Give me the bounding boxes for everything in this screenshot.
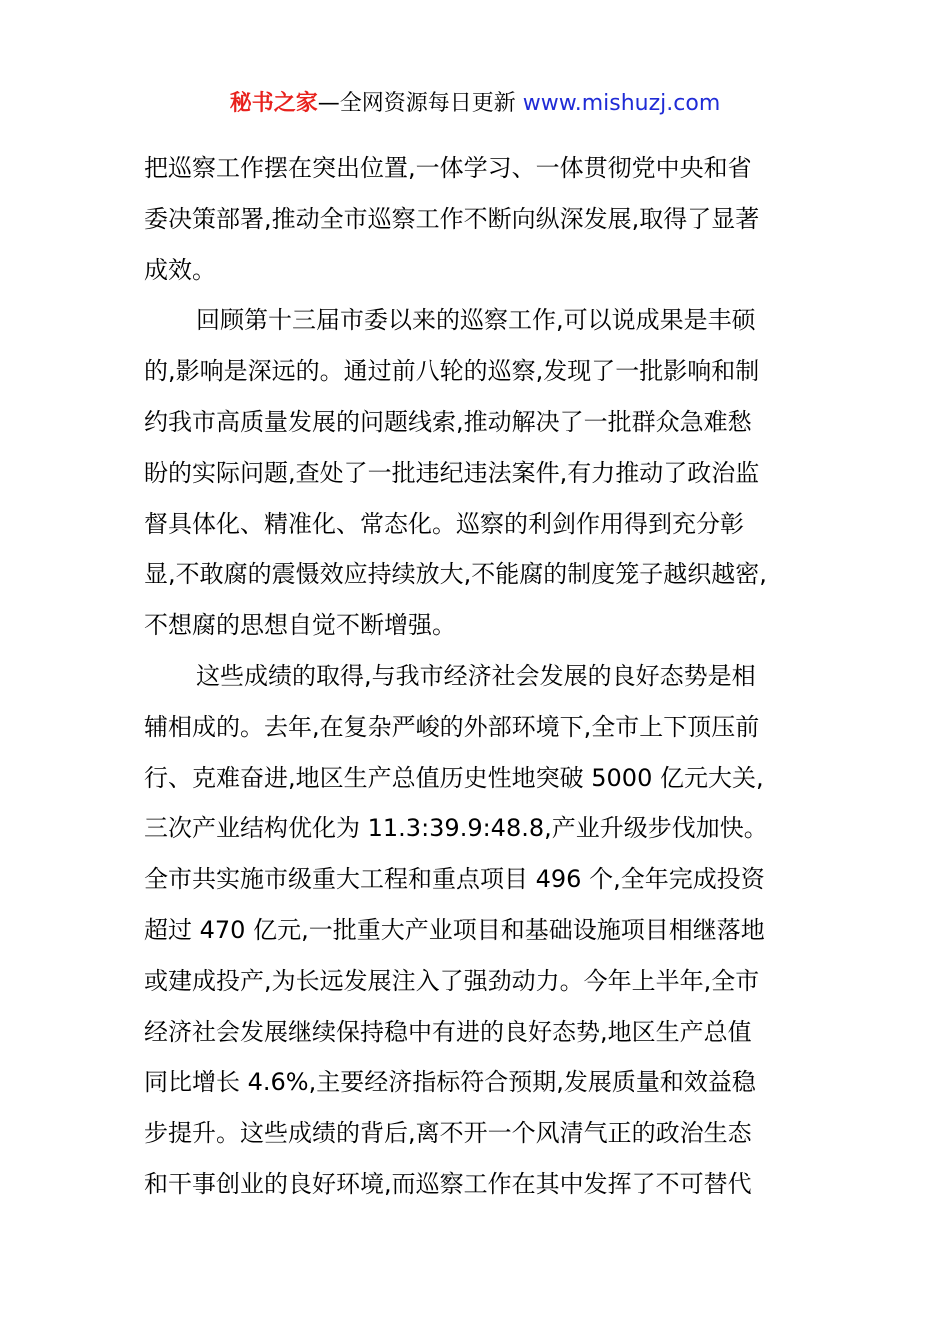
text-line: 委决策部署,推动全市巡察工作不断向纵深发展,取得了显著 <box>144 204 760 233</box>
text-line: 辅相成的。去年,在复杂严峻的外部环境下,全市上下顶压前 <box>144 712 760 741</box>
text-line: 的,影响是深远的。通过前八轮的巡察,发现了一批影响和制 <box>144 357 760 386</box>
document-body <box>144 143 824 1210</box>
text-line: 盼的实际问题,查处了一批违纪违法案件,有力推动了政治监 <box>144 458 760 487</box>
paragraph-start-line: 这些成绩的取得,与我市经济社会发展的良好态势是相 <box>196 661 756 690</box>
text-line: 或建成投产,为长远发展注入了强劲动力。今年上半年,全市 <box>144 966 760 995</box>
page-header <box>0 86 950 122</box>
text-line: 成效。 <box>144 255 216 284</box>
text-line: 把巡察工作摆在突出位置,一体学习、一体贯彻党中央和省 <box>144 154 752 182</box>
text-line: 全市共实施市级重大工程和重点项目 496 个,全年完成投资 <box>144 865 765 894</box>
website-link[interactable]: www.mishuzj.com <box>522 91 721 116</box>
text-line: 超过 470 亿元,一批重大产业项目和基础设施项目相继落地 <box>144 915 765 944</box>
text-line: 不想腐的思想自觉不断增强。 <box>144 611 456 640</box>
brand-name: 秘书之家 <box>229 91 318 116</box>
text-line: 步提升。这些成绩的背后,离不开一个风清气正的政治生态 <box>144 1119 752 1148</box>
paragraph-start-line: 回顾第十三届市委以来的巡察工作,可以说成果是丰硕 <box>196 306 756 335</box>
text-line: 经济社会发展继续保持稳中有进的良好态势,地区生产总值 <box>144 1017 752 1046</box>
header-tagline: —全网资源每日更新 <box>317 91 516 116</box>
text-line: 三次产业结构优化为 11.3:39.9:48.8,产业升级步伐加快。 <box>144 814 768 843</box>
text-line: 约我市高质量发展的问题线索,推动解决了一批群众急难愁 <box>144 407 752 436</box>
text-line: 显,不敢腐的震慑效应持续放大,不能腐的制度笼子越织越密, <box>144 560 767 589</box>
text-line: 和干事创业的良好环境,而巡察工作在其中发挥了不可替代 <box>144 1169 752 1198</box>
text-line: 同比增长 4.6%,主要经济指标符合预期,发展质量和效益稳 <box>144 1068 756 1097</box>
text-line: 督具体化、精准化、常态化。巡察的利剑作用得到充分彰 <box>144 509 744 538</box>
text-line: 行、克难奋进,地区生产总值历史性地突破 5000 亿元大关, <box>144 763 764 792</box>
